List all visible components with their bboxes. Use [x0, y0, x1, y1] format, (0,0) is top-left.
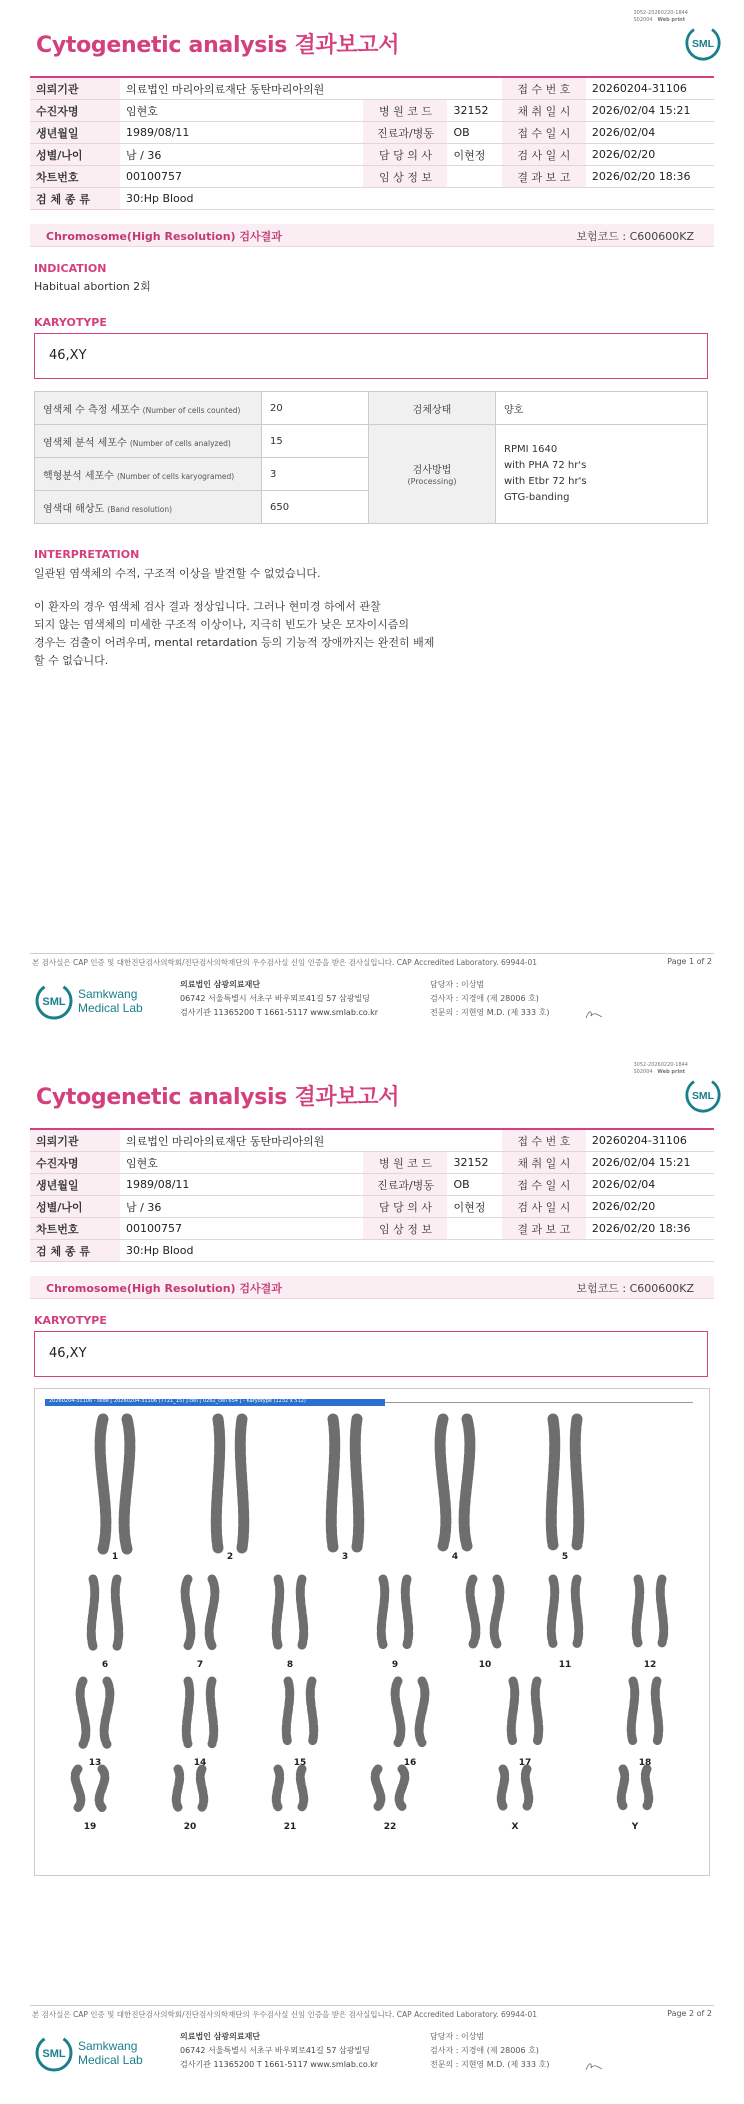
- chromosome-label: 10: [478, 1660, 492, 1670]
- info-row: [30, 1152, 714, 1174]
- info-label: 생년월일: [30, 1174, 120, 1196]
- info-value: 이현정: [447, 1196, 501, 1218]
- info-row: [30, 144, 714, 166]
- print-code: 3052-20260220-1844 S02004 Web print: [633, 1062, 688, 1075]
- karyogram-header: 20260204-31106 - slide [ 20260204-31106 (7721_15) ] cell [ 0262_cell 654 ] - Karyotype (1232 x 512): [49, 1398, 306, 1404]
- interpretation-line1: 일관된 염색체의 수적, 구조적 이상을 발견할 수 없었습니다.: [34, 567, 321, 580]
- chromosome-label: Y: [631, 1822, 639, 1832]
- chromosome-4: [440, 1419, 446, 1546]
- page-number: Page 2 of 2: [667, 2009, 712, 2018]
- karyotype-box: [34, 333, 708, 379]
- info-label: 수진자명: [30, 1152, 120, 1174]
- page-number: Page 1 of 2: [667, 957, 712, 966]
- chromosome-3: [331, 1419, 334, 1547]
- info-label: 결 과 보 고: [502, 166, 586, 188]
- info-value: [447, 1129, 501, 1152]
- chromosome-label: X: [511, 1822, 519, 1832]
- cap-statement: 본 검사실은 CAP 인증 및 대한진단검사의학회/진단검사의학재단의 우수검사실 신임 인증을 받은 검사실입니다. CAP Accredited Laboratory. 69944-01: [32, 958, 538, 967]
- info-label: [502, 188, 586, 210]
- chromosome-20: [200, 1769, 203, 1807]
- footer-divider: [30, 953, 714, 954]
- info-label: 수진자명: [30, 100, 120, 122]
- info-label: [363, 188, 447, 210]
- info-value: 임현호: [120, 100, 363, 122]
- info-label: 진료과/병동: [363, 1174, 447, 1196]
- info-label: 의뢰기관: [30, 1129, 120, 1152]
- specimen-value: 양호: [496, 392, 708, 425]
- info-row: [30, 188, 714, 210]
- info-row: [30, 1129, 714, 1152]
- info-value: 2026/02/04 15:21: [586, 100, 714, 122]
- karyotype-value: 46,XY: [49, 348, 87, 363]
- info-value: [447, 188, 501, 210]
- info-label: 검 체 종 류: [30, 188, 120, 210]
- method-label: 검사방법 (Processing): [369, 425, 496, 524]
- info-label: 검 체 종 류: [30, 1240, 120, 1262]
- svg-text:SML: SML: [42, 996, 66, 1008]
- info-row: [30, 166, 714, 188]
- chromosome-19: [75, 1769, 81, 1808]
- cell-row-label: 핵형분석 세포수 (Number of cells karyogramed): [35, 458, 262, 491]
- report-title: Cytogenetic analysis 결과보고서: [36, 1085, 400, 1110]
- chromosome-12: [660, 1579, 663, 1643]
- info-row: [30, 1174, 714, 1196]
- info-value: 1989/08/11: [120, 1174, 363, 1196]
- cell-count-table: [34, 391, 708, 524]
- info-label: 검 사 일 시: [502, 1196, 586, 1218]
- info-label: 채 취 일 시: [502, 1152, 586, 1174]
- chromosome-8: [276, 1579, 279, 1645]
- chromosome-label: 1: [111, 1552, 119, 1562]
- info-label: 채 취 일 시: [502, 100, 586, 122]
- insurance-code: 보험코드 : C600600KZ: [576, 230, 694, 243]
- karyogram-image: [34, 1388, 710, 1876]
- staff-info: 담당자 : 이상범 검사자 : 지경애 (제 28006 호) 전문의 : 지현영 M.D. (제 333 호): [430, 2032, 550, 2069]
- info-label: 차트번호: [30, 1218, 120, 1240]
- info-value: [447, 166, 501, 188]
- chromosome-label: 20: [183, 1822, 197, 1832]
- info-label: 임 상 정 보: [363, 1218, 447, 1240]
- chromosome-14: [210, 1681, 213, 1744]
- karyotype-value: 46,XY: [49, 1346, 87, 1361]
- info-label: [502, 1240, 586, 1262]
- info-value: [586, 188, 714, 210]
- chromosome-Y: [645, 1769, 648, 1806]
- chromosome-1: [124, 1419, 130, 1549]
- info-value: 이현정: [447, 144, 501, 166]
- info-value: 2026/02/04 15:21: [586, 1152, 714, 1174]
- svg-text:SML: SML: [691, 1090, 715, 1102]
- info-value: [447, 77, 501, 100]
- info-value: [447, 1218, 501, 1240]
- chromosome-label: 14: [193, 1758, 207, 1768]
- info-label: 담 당 의 사: [363, 1196, 447, 1218]
- info-value: 의료법인 마리아의료재단 동탄마리아의원: [120, 77, 363, 100]
- print-code: 3052-20260220-1844 S02004 Web print: [633, 10, 688, 23]
- svg-text:Samkwang: Samkwang: [78, 987, 138, 1001]
- karyogram-svg: [35, 1389, 709, 1875]
- chromosome-17: [511, 1681, 514, 1742]
- info-value: 20260204-31106: [586, 77, 714, 100]
- info-value: 남 / 36: [120, 1196, 363, 1218]
- signature: [584, 2060, 604, 2074]
- chromosome-X: [501, 1769, 504, 1806]
- chromosome-17: [535, 1681, 538, 1742]
- chromosome-13: [80, 1681, 86, 1744]
- chromosome-label: 6: [101, 1660, 109, 1670]
- chromosome-label: 7: [196, 1660, 204, 1670]
- chromosome-16: [419, 1681, 425, 1743]
- cap-statement: 본 검사실은 CAP 인증 및 대한진단검사의학회/진단검사의학재단의 우수검사실 신임 인증을 받은 검사실입니다. CAP Accredited Laboratory. 69944-01: [32, 2010, 538, 2019]
- info-value: 의료법인 마리아의료재단 동탄마리아의원: [120, 1129, 363, 1152]
- chromosome-3: [355, 1419, 358, 1547]
- karyotype-box: [34, 1331, 708, 1377]
- chromosome-label: 4: [451, 1552, 459, 1562]
- samkwang-logo: [34, 978, 154, 1024]
- result-bar: [30, 1276, 714, 1299]
- patient-info-table: [30, 1128, 714, 1262]
- info-label: 병 원 코 드: [363, 1152, 447, 1174]
- svg-text:Medical Lab: Medical Lab: [78, 2053, 143, 2067]
- indication-heading: INDICATION: [34, 262, 107, 275]
- info-value: 임현호: [120, 1152, 363, 1174]
- info-label: [363, 1129, 447, 1152]
- report-title: Cytogenetic analysis 결과보고서: [36, 33, 400, 58]
- chromosome-4: [464, 1419, 470, 1546]
- info-label: 접 수 번 호: [502, 77, 586, 100]
- chromosome-label: 17: [518, 1758, 532, 1768]
- footer-divider: [30, 2005, 714, 2006]
- chromosome-9: [381, 1579, 384, 1645]
- svg-text:SML: SML: [691, 38, 715, 50]
- svg-text:Medical Lab: Medical Lab: [78, 1001, 143, 1015]
- info-value: 00100757: [120, 166, 363, 188]
- result-title: Chromosome(High Resolution) 검사결과: [46, 1282, 282, 1295]
- chromosome-label: 12: [643, 1660, 657, 1670]
- svg-text:Samkwang: Samkwang: [78, 2039, 138, 2053]
- chromosome-label: 19: [83, 1822, 97, 1832]
- chromosome-21: [300, 1769, 303, 1807]
- chromosome-label: 15: [293, 1758, 307, 1768]
- samkwang-logo: [34, 2030, 154, 2076]
- info-label: 의뢰기관: [30, 77, 120, 100]
- chromosome-18: [631, 1681, 634, 1741]
- info-label: 병 원 코 드: [363, 100, 447, 122]
- chromosome-X: [525, 1769, 528, 1806]
- karyotype-heading: KARYOTYPE: [34, 316, 107, 329]
- patient-info-table: [30, 76, 714, 210]
- info-value: [447, 1240, 501, 1262]
- cell-row-value: 15: [262, 425, 369, 458]
- info-value: OB: [447, 1174, 501, 1196]
- chromosome-18: [655, 1681, 658, 1741]
- info-label: 접 수 일 시: [502, 1174, 586, 1196]
- info-label: [363, 77, 447, 100]
- cell-row-value: 650: [262, 491, 369, 524]
- lab-info: 의료법인 삼광의료재단 06742 서울특별시 서초구 바우뫼로41길 57 삼광빌딩 검사기관 11365200 T 1661-5117 www.smlab.co.kr: [180, 2032, 379, 2069]
- chromosome-16: [395, 1681, 401, 1743]
- interpretation-paragraph: 이 환자의 경우 염색체 검사 결과 정상입니다. 그러나 현미경 하에서 관찰 되지 않는 염색체의 미세한 구조적 이상이나, 지극히 빈도가 낮은 모자이시즘의 경우는 검출이 어려우며, mental retardation 등의 기능적 장애까지는 완전히 배제 할 수 없습니다.: [34, 600, 435, 667]
- info-label: [363, 1240, 447, 1262]
- info-row: [30, 1196, 714, 1218]
- chromosome-10: [494, 1579, 500, 1644]
- info-value: 2026/02/20: [586, 144, 714, 166]
- info-label: 접 수 일 시: [502, 122, 586, 144]
- chromosome-11: [551, 1579, 554, 1643]
- chromosome-8: [300, 1579, 303, 1645]
- chromosome-label: 3: [341, 1552, 349, 1562]
- info-value: 1989/08/11: [120, 122, 363, 144]
- chromosome-15: [310, 1681, 313, 1743]
- sml-logo: [684, 24, 722, 62]
- chromosome-label: 11: [558, 1660, 572, 1670]
- chromosome-9: [405, 1579, 408, 1645]
- info-label: 접 수 번 호: [502, 1129, 586, 1152]
- indication-text: Habitual abortion 2회: [34, 280, 151, 293]
- cell-row-label: 염색대 해상도 (Band resolution): [35, 491, 262, 524]
- result-title: Chromosome(High Resolution) 검사결과: [46, 230, 282, 243]
- chromosome-label: 8: [286, 1660, 294, 1670]
- chromosome-15: [286, 1681, 289, 1743]
- insurance-code: 보험코드 : C600600KZ: [576, 1282, 694, 1295]
- info-label: 임 상 정 보: [363, 166, 447, 188]
- chromosome-label: 22: [383, 1822, 397, 1832]
- info-value: 2026/02/20: [586, 1196, 714, 1218]
- chromosome-Y: [621, 1769, 624, 1806]
- svg-text:SML: SML: [42, 2048, 66, 2060]
- staff-info: 담당자 : 이상범 검사자 : 지경애 (제 28006 호) 전문의 : 지현영 M.D. (제 333 호): [430, 980, 550, 1017]
- chromosome-22: [399, 1769, 405, 1806]
- info-label: 검 사 일 시: [502, 144, 586, 166]
- info-value: [586, 1240, 714, 1262]
- cell-row-value: 20: [262, 392, 369, 425]
- info-value: 32152: [447, 100, 501, 122]
- cell-row-value: 3: [262, 458, 369, 491]
- chromosome-21: [276, 1769, 279, 1807]
- chromosome-label: 2: [226, 1552, 234, 1562]
- lab-info: 의료법인 삼광의료재단 06742 서울특별시 서초구 바우뫼로41길 57 삼광빌딩 검사기관 11365200 T 1661-5117 www.smlab.co.kr: [180, 980, 379, 1017]
- method-value: RPMI 1640 with PHA 72 hr's with Etbr 72 hr's GTG-banding: [496, 425, 708, 524]
- info-label: 성별/나이: [30, 1196, 120, 1218]
- result-bar: [30, 224, 714, 247]
- chromosome-label: 5: [561, 1552, 569, 1562]
- info-row: [30, 1240, 714, 1262]
- info-row: [30, 122, 714, 144]
- chromosome-5: [551, 1419, 554, 1545]
- info-value: 00100757: [120, 1218, 363, 1240]
- chromosome-14: [186, 1681, 189, 1744]
- info-value: OB: [447, 122, 501, 144]
- sml-logo: [684, 1076, 722, 1114]
- interpretation-heading: INTERPRETATION: [34, 548, 140, 561]
- info-value: 30:Hp Blood: [120, 188, 363, 210]
- chromosome-label: 18: [638, 1758, 652, 1768]
- info-value: 2026/02/20 18:36: [586, 1218, 714, 1240]
- chromosome-7: [209, 1579, 215, 1646]
- info-value: 2026/02/04: [586, 1174, 714, 1196]
- info-value: 남 / 36: [120, 144, 363, 166]
- cell-row-label: 염색체 분석 세포수 (Number of cells analyzed): [35, 425, 262, 458]
- info-value: 20260204-31106: [586, 1129, 714, 1152]
- info-value: 32152: [447, 1152, 501, 1174]
- chromosome-2: [240, 1419, 243, 1548]
- karyotype-heading: KARYOTYPE: [34, 1314, 107, 1327]
- chromosome-6: [115, 1579, 118, 1646]
- chromosome-11: [575, 1579, 578, 1643]
- cell-row-label: 염색체 수 측정 세포수 (Number of cells counted): [35, 392, 262, 425]
- chromosome-22: [375, 1769, 381, 1806]
- chromosome-7: [185, 1579, 191, 1646]
- chromosome-13: [104, 1681, 110, 1744]
- chromosome-5: [575, 1419, 578, 1545]
- info-label: 성별/나이: [30, 144, 120, 166]
- chromosome-label: 13: [88, 1758, 102, 1768]
- info-row: [30, 1218, 714, 1240]
- info-value: 2026/02/20 18:36: [586, 166, 714, 188]
- info-label: 진료과/병동: [363, 122, 447, 144]
- info-row: [30, 77, 714, 100]
- info-label: 차트번호: [30, 166, 120, 188]
- info-label: 생년월일: [30, 122, 120, 144]
- info-value: 30:Hp Blood: [120, 1240, 363, 1262]
- chromosome-2: [216, 1419, 219, 1548]
- info-value: 2026/02/04: [586, 122, 714, 144]
- chromosome-19: [99, 1769, 105, 1808]
- chromosome-10: [470, 1579, 476, 1644]
- chromosome-20: [176, 1769, 179, 1807]
- chromosome-1: [100, 1419, 106, 1549]
- info-row: [30, 100, 714, 122]
- chromosome-label: 16: [403, 1758, 417, 1768]
- chromosome-12: [636, 1579, 639, 1643]
- chromosome-label: 9: [391, 1660, 399, 1670]
- chromosome-6: [91, 1579, 94, 1646]
- chromosome-label: 21: [283, 1822, 297, 1832]
- specimen-label: 검체상태: [369, 392, 496, 425]
- info-label: 담 당 의 사: [363, 144, 447, 166]
- info-label: 결 과 보 고: [502, 1218, 586, 1240]
- signature: [584, 1008, 604, 1022]
